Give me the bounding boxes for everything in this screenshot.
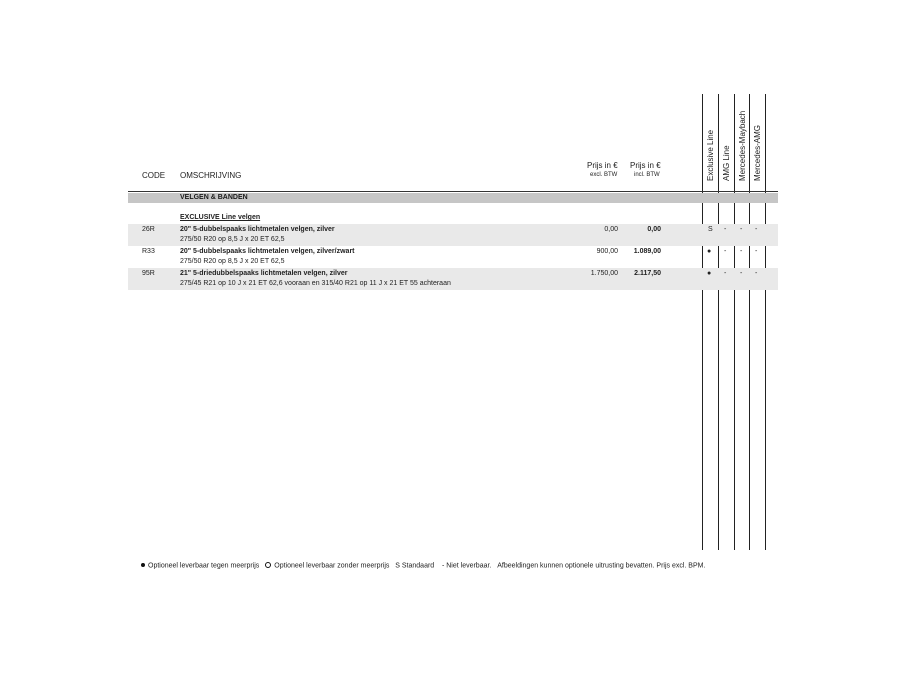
availability-mercedes-amg: - — [755, 226, 758, 233]
column-header-amg-line: AMG Line — [722, 145, 731, 181]
row-detail: 275/50 R20 op 8,5 J x 20 ET 62,5 — [180, 236, 285, 243]
row-detail: 275/45 R21 op 10 J x 21 ET 62,6 vooraan en 315/40 R21 op 11 J x 21 ET 55 achteraan — [180, 280, 451, 287]
availability-mercedes-maybach: - — [740, 226, 743, 233]
availability-mercedes-maybach: - — [740, 270, 743, 277]
grid-line — [749, 94, 750, 550]
legend-optional-free: Optioneel leverbaar zonder meerprijs — [274, 562, 390, 570]
column-header-price-excl-sub: excl. BTW — [590, 172, 618, 178]
section-header — [128, 193, 778, 203]
column-header-mercedes-maybach: Mercedes-Maybach — [738, 110, 747, 181]
row-title: 20" 5-dubbelspaaks lichtmetalen velgen, zilver — [180, 226, 335, 233]
row-price-excl: 900,00 — [596, 248, 618, 255]
subsection-title: EXCLUSIVE Line velgen — [180, 214, 261, 221]
row-price-excl: 1.750,00 — [590, 270, 618, 277]
availability-mercedes-amg: - — [755, 270, 758, 277]
column-header-price-incl: Prijs in € — [630, 161, 661, 170]
availability-exclusive-line: ● — [707, 248, 712, 255]
header-divider — [128, 191, 778, 192]
row-price-incl: 2.117,50 — [634, 270, 661, 277]
column-header-price-incl-sub: incl. BTW — [634, 172, 660, 178]
grid-line — [765, 94, 766, 550]
grid-line — [734, 94, 735, 550]
row-code: R33 — [142, 248, 155, 255]
column-header-mercedes-amg: Mercedes-AMG — [753, 124, 762, 181]
availability-exclusive-line: ● — [707, 270, 712, 277]
row-code: 26R — [142, 226, 155, 233]
filled-dot-icon — [141, 563, 145, 567]
column-header-exclusive-line: Exclusive Line — [706, 129, 715, 181]
legend-standard: S Standaard — [395, 562, 435, 570]
row-detail: 275/50 R20 op 8,5 J x 20 ET 62,5 — [180, 258, 285, 265]
column-header-price-excl: Prijs in € — [587, 161, 618, 170]
availability-amg-line: - — [724, 270, 727, 277]
column-header-code: CODE — [142, 171, 166, 180]
row-price-excl: 0,00 — [604, 226, 618, 233]
availability-mercedes-maybach: - — [740, 248, 743, 255]
row-price-incl: 1.089,00 — [633, 248, 661, 255]
row-price-incl: 0,00 — [647, 226, 661, 233]
column-header-description: OMSCHRIJVING — [180, 171, 242, 180]
legend-optional-paid: Optioneel leverbaar tegen meerprijs — [148, 562, 260, 570]
availability-amg-line: - — [724, 248, 727, 255]
grid-line — [702, 94, 703, 550]
legend-note: Afbeeldingen kunnen optionele uitrusting bevatten. Prijs excl. BPM. — [497, 562, 706, 570]
legend — [141, 562, 705, 569]
availability-mercedes-amg: - — [755, 248, 758, 255]
row-code: 95R — [142, 270, 155, 277]
section-title: VELGEN & BANDEN — [180, 194, 248, 201]
availability-amg-line: - — [724, 226, 727, 233]
row-title: 21" 5-driedubbelspaaks lichtmetalen velgen, zilver — [180, 270, 348, 277]
row-title: 20" 5-dubbelspaaks lichtmetalen velgen, zilver/zwart — [180, 248, 355, 255]
grid-line — [718, 94, 719, 550]
ring-icon — [265, 562, 271, 568]
legend-not-available: - Niet leverbaar. — [441, 562, 492, 570]
availability-exclusive-line: S — [708, 226, 713, 233]
